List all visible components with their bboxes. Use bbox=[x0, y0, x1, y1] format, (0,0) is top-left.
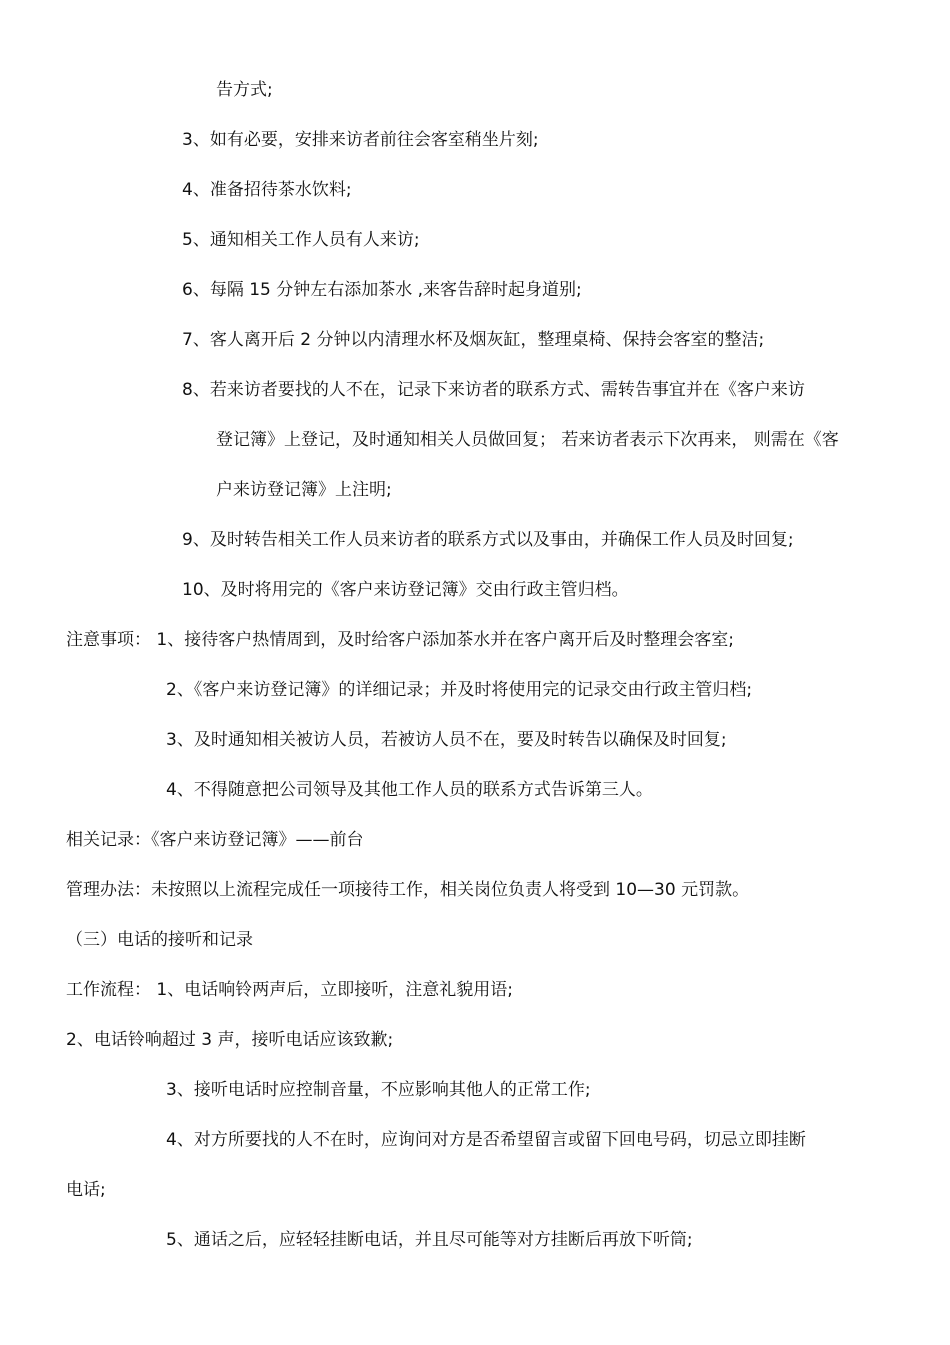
text-line: 电话; bbox=[66, 1180, 106, 1200]
text-line: 相关记录：《客户来访登记簿》——前台 bbox=[66, 830, 364, 850]
text-line: 工作流程： 1、电话响铃两声后，立即接听，注意礼貌用语; bbox=[66, 980, 513, 1000]
text-line: 3、及时通知相关被访人员，若被访人员不在，要及时转告以确保及时回复; bbox=[166, 730, 727, 750]
text-line: 4、对方所要找的人不在时，应询问对方是否希望留言或留下回电号码，切忌立即挂断 bbox=[166, 1130, 806, 1150]
text-line: 4、不得随意把公司领导及其他工作人员的联系方式告诉第三人。 bbox=[166, 780, 653, 800]
text-line: 6、每隔 15 分钟左右添加茶水 ,来客告辞时起身道别; bbox=[182, 280, 582, 300]
text-line: 5、通知相关工作人员有人来访; bbox=[182, 230, 420, 250]
text-line: 2、电话铃响超过 3 声，接听电话应该致歉; bbox=[66, 1030, 394, 1050]
text-line: 7、客人离开后 2 分钟以内清理水杯及烟灰缸，整理桌椅、保持会客室的整洁; bbox=[182, 330, 765, 350]
text-line: 9、及时转告相关工作人员来访者的联系方式以及事由，并确保工作人员及时回复; bbox=[182, 530, 794, 550]
text-line: 户来访登记簿》上注明; bbox=[216, 480, 392, 500]
text-line: 10、及时将用完的《客户来访登记簿》交由行政主管归档。 bbox=[182, 580, 629, 600]
section-heading: （三）电话的接听和记录 bbox=[66, 930, 253, 950]
text-line: 登记簿》上登记，及时通知相关人员做回复； 若来访者表示下次再来， 则需在《客 bbox=[216, 430, 839, 450]
text-line: 4、准备招待茶水饮料; bbox=[182, 180, 352, 200]
text-line: 告方式; bbox=[216, 80, 273, 100]
text-line: 5、通话之后，应轻轻挂断电话，并且尽可能等对方挂断后再放下听筒; bbox=[166, 1230, 693, 1250]
text-line: 3、接听电话时应控制音量，不应影响其他人的正常工作; bbox=[166, 1080, 591, 1100]
text-line: 管理办法：未按照以上流程完成任一项接待工作，相关岗位负责人将受到 10—30 元罚款。 bbox=[66, 880, 750, 900]
text-line: 2、《客户来访登记簿》的详细记录；并及时将使用完的记录交由行政主管归档; bbox=[166, 680, 753, 700]
text-line: 注意事项： 1、接待客户热情周到，及时给客户添加茶水并在客户离开后及时整理会客室; bbox=[66, 630, 734, 650]
text-line: 8、若来访者要找的人不在，记录下来访者的联系方式、需转告事宜并在《客户来访 bbox=[182, 380, 805, 400]
text-line: 3、如有必要，安排来访者前往会客室稍坐片刻; bbox=[182, 130, 539, 150]
